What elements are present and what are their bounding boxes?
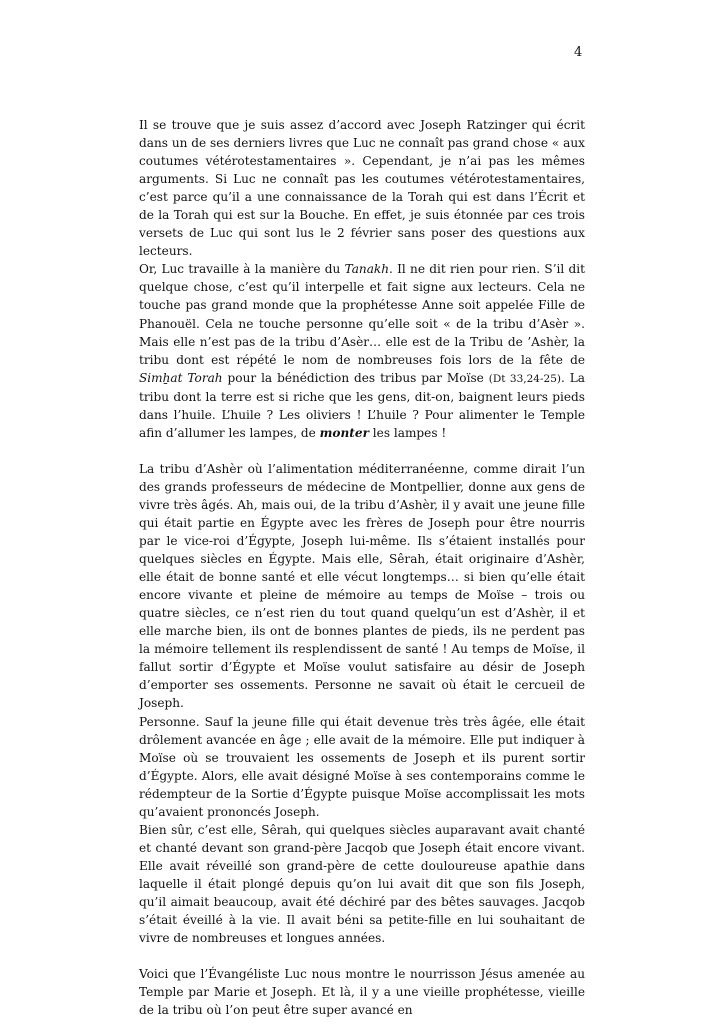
paragraph: Voici que l’Évangéliste Luc nous montre le nourrisson Jésus amenée au Temple par Marie et Joseph. Et là, il y a une vieille prophétesse, vieille de la tribu où l’on peut être super avancé en xyxy=(139,967,585,1018)
paragraph-gap xyxy=(139,442,585,460)
text-run: les lampes ! xyxy=(368,425,447,440)
text-run: . Il ne dit rien pour rien. S’il dit quelque chose, c’est qu’il interpelle et fait signe aux lecteurs. Cela ne touche pas grand monde que la prophétesse Anne soit appelée Fille de Phanouël. Cela ne touche personne qu’elle soit « de la tribu d’Asèr ». Mais elle n’est pas de la tribu d’Asèr… elle est de la Tribu de ’Ashèr, la tribu dont est répété le nom de nombreuses fois lors de la fête de xyxy=(139,262,586,367)
scripture-reference: (Dt 33,24-25) xyxy=(488,372,561,385)
emphasized-word: monter xyxy=(319,425,369,440)
paragraph: Personne. Sauf la jeune fille qui était devenue très très âgée, elle était drôlement avancée en âge ; elle avait de la mémoire. Elle put indiquer à Moïse où se trouvaient les ossements de Joseph et ils purent sortir d’Égypte. Alors, elle avait désigné Moïse à ses contemporains comme le rédempteur de la Sortie d’Égypte puisque Moïse accomplissait les mots qu’avaient prononcés Joseph. xyxy=(139,714,585,819)
paragraph: Bien sûr, c’est elle, Sêrah, qui quelques siècles auparavant avait chanté et chanté devant son grand-père Jacqob que Joseph était encore vivant. Elle avait réveillé son grand-père de cette douloureuse apathie dans laquelle il était plongé depuis qu’on lui avait dit que son fils Joseph, qu’il aimait beaucoup, avait été déchiré par des bêtes sauvages. Jacqob s’était éveillé à la vie. Il avait béni sa petite-fille en lui souhaitant de vivre de nombreuses et longues années. xyxy=(139,822,585,946)
text-run: Or, Luc travaille à la manière du xyxy=(139,262,345,277)
text-run: . La tribu dont la terre est si riche que les gens, dit-on, baignent leurs pieds dans l’huile. L’huile ? Les oliviers ! L’huile ? Pour alimenter le Temple afin d’allumer les lampes, de xyxy=(139,370,586,440)
paragraph xyxy=(139,260,585,441)
italic-term: Tanakh xyxy=(344,262,390,277)
paragraph: La tribu d’Ashèr où l’alimentation méditerranéenne, comme dirait l’un des grands professeurs de médecine de Montpellier, donne aux gens de vivre très âgés. Ah, mais oui, de la tribu d’Ashèr, il y avait une jeune fille qui était partie en Égypte avec les frères de Joseph pour être nourris par le vice-roi d’Égypte, Joseph lui-même. Ils s’étaient installés pour quelques siècles en Égypte. Mais elle, Sêrah, était originaire d’Ashèr, elle était de bonne santé et elle vécut longtemps… si bien qu’elle était encore vivante et pleine de mémoire au temps de Moïse – trois ou quatre siècles, ce n’est rien du tout quand quelqu’un est d’Ashèr, il et elle marche bien, ils ont de bonnes plantes de pieds, ils ne perdent pas la mémoire tellement ils resplendissent de santé ! Au temps de Moïse, il fallut sortir d’Égypte et Moïse voulut satisfaire au désir de Joseph d’emporter ses ossements. Personne ne savait où était le cercueil de Joseph. xyxy=(139,461,585,711)
page-number: 4 xyxy=(574,45,583,60)
text-run: pour la bénédiction des tribus par Moïse xyxy=(222,370,489,385)
italic-term: Simẖat Torah xyxy=(139,370,223,385)
body-text xyxy=(139,116,585,1019)
paragraph-gap xyxy=(139,947,585,965)
paragraph: Il se trouve que je suis assez d’accord avec Joseph Ratzinger qui écrit dans un de ses derniers livres que Luc ne connaît pas grand chose « aux coutumes vétérotestamentaires ». Cependant, je n’ai pas les mêmes arguments. Si Luc ne connaît pas les coutumes vétérotestamentaires, c’est parce qu’il a une connaissance de la Torah qui est dans l’Écrit et de la Torah qui est sur la Bouche. En effet, je suis étonnée par ces trois versets de Luc qui sont lus le 2 février sans poser des questions aux lecteurs. xyxy=(139,118,585,259)
